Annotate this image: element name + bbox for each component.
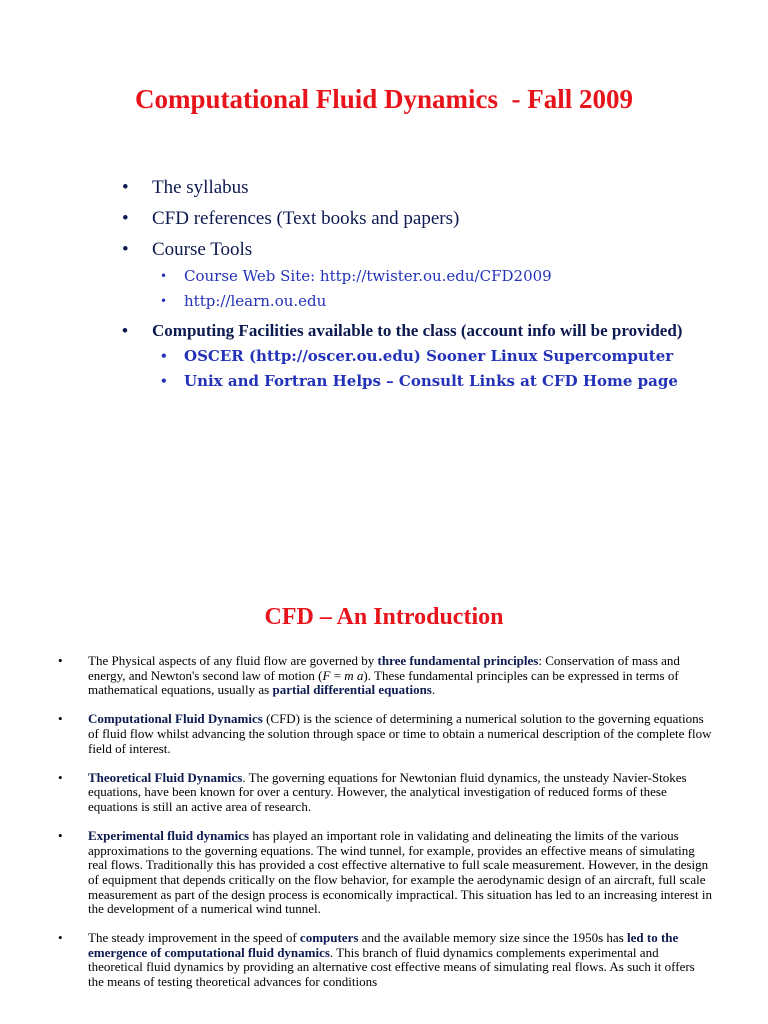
- text-run: . This branch of fluid dynamics complements experimental and theoretical fluid dynamics by providing an alternative cost effective means of simulating real flows. As such it offers the means of testing theoretical advances for conditions: [88, 944, 695, 990]
- list-item-label: The syllabus: [152, 177, 249, 198]
- syllabus-list: [122, 176, 742, 397]
- link-text[interactable]: http://learn.ou.edu: [184, 292, 327, 310]
- link-text[interactable]: OSCER (http://oscer.ou.edu) Sooner Linux Supercomputer: [184, 347, 674, 365]
- list-item-references: [122, 207, 742, 231]
- italic-text: m: [344, 667, 354, 683]
- slide-title: Computational Fluid Dynamics - Fall 2009: [134, 84, 634, 114]
- text-run: and the available memory size since the 1950s has: [358, 930, 628, 946]
- list-item-label: CFD references (Text books and papers): [152, 208, 460, 229]
- link-text[interactable]: Course Web Site: http://twister.ou.edu/CFD2009: [184, 267, 552, 285]
- italic-text: a: [356, 667, 364, 683]
- list-item-label: Computing Facilities available to the class (account info will be provided): [152, 321, 683, 340]
- introduction-list: [58, 654, 712, 1004]
- text-run: has played an important role in validating and delineating the limits of the various approximations to the governing equations. The wind tunnel, for example, provides an effective means of simulating real flows. Traditionally this has provided a cost effective alternative to full scale measurement. However, in the design of equipment that depends critically on the flow behavior, for example the aerodynamic design of an aircraft, full scale measurement as part of the design process is economically impractical. This situation has led to an increasing interest in the development of a numerical wind tunnel.: [88, 828, 712, 917]
- link-text[interactable]: Unix and Fortran Helps – Consult Links at CFD Home page: [184, 372, 678, 390]
- text-run: The steady improvement in the speed of: [88, 930, 300, 946]
- bold-text: led to the emergence of computational fluid dynamics: [88, 930, 679, 960]
- paragraph-theoretical: [58, 771, 712, 815]
- bold-text: computers: [299, 930, 359, 946]
- learn-link[interactable]: [160, 292, 742, 311]
- course-tools-sublist: [152, 267, 742, 311]
- paragraph-computers: [58, 931, 712, 989]
- bold-text: Theoretical Fluid Dynamics: [88, 769, 243, 785]
- section-title: CFD – An Introduction: [264, 604, 504, 630]
- text-run: ). These fundamental principles can be expressed in terms of mathematical equations, usually as: [88, 667, 679, 698]
- text-run: : Conservation of mass and energy, and Newton's second law of motion (: [88, 653, 680, 683]
- unix-fortran-help-link[interactable]: [160, 372, 742, 391]
- course-web-site-link[interactable]: [160, 267, 742, 286]
- paragraph-cfd: [58, 712, 712, 756]
- list-item-course-tools: [122, 238, 742, 311]
- paragraph-experimental: [58, 829, 712, 917]
- bold-text: partial differential equations: [272, 682, 432, 698]
- facilities-sublist: [152, 347, 742, 391]
- paragraph-principles: [58, 654, 712, 698]
- text-run: The Physical aspects of any fluid flow are governed by: [88, 653, 378, 668]
- list-item-label: Course Tools: [152, 239, 253, 260]
- list-item-computing-facilities: [122, 319, 742, 391]
- bold-text: Experimental fluid dynamics: [88, 828, 250, 844]
- list-item-syllabus: [122, 176, 742, 200]
- text-run: (CFD) is the science of determining a numerical solution to the governing equations of fluid flow whilst advancing the solution through space or time to obtain a numerical description of the complete flow field of interest.: [88, 711, 712, 756]
- italic-text: F: [322, 667, 331, 683]
- bold-text: three fundamental principles: [377, 653, 539, 668]
- text-run: =: [330, 667, 345, 683]
- bold-text: Computational Fluid Dynamics: [88, 711, 263, 727]
- text-run: .: [431, 682, 436, 698]
- text-run: . The governing equations for Newtonian fluid dynamics, the unsteady Navier-Stokes equations, have been known for over a century. However, the analytical investigation of reduced forms of these equations is still an active area of research.: [88, 769, 687, 814]
- oscer-link[interactable]: [160, 347, 742, 366]
